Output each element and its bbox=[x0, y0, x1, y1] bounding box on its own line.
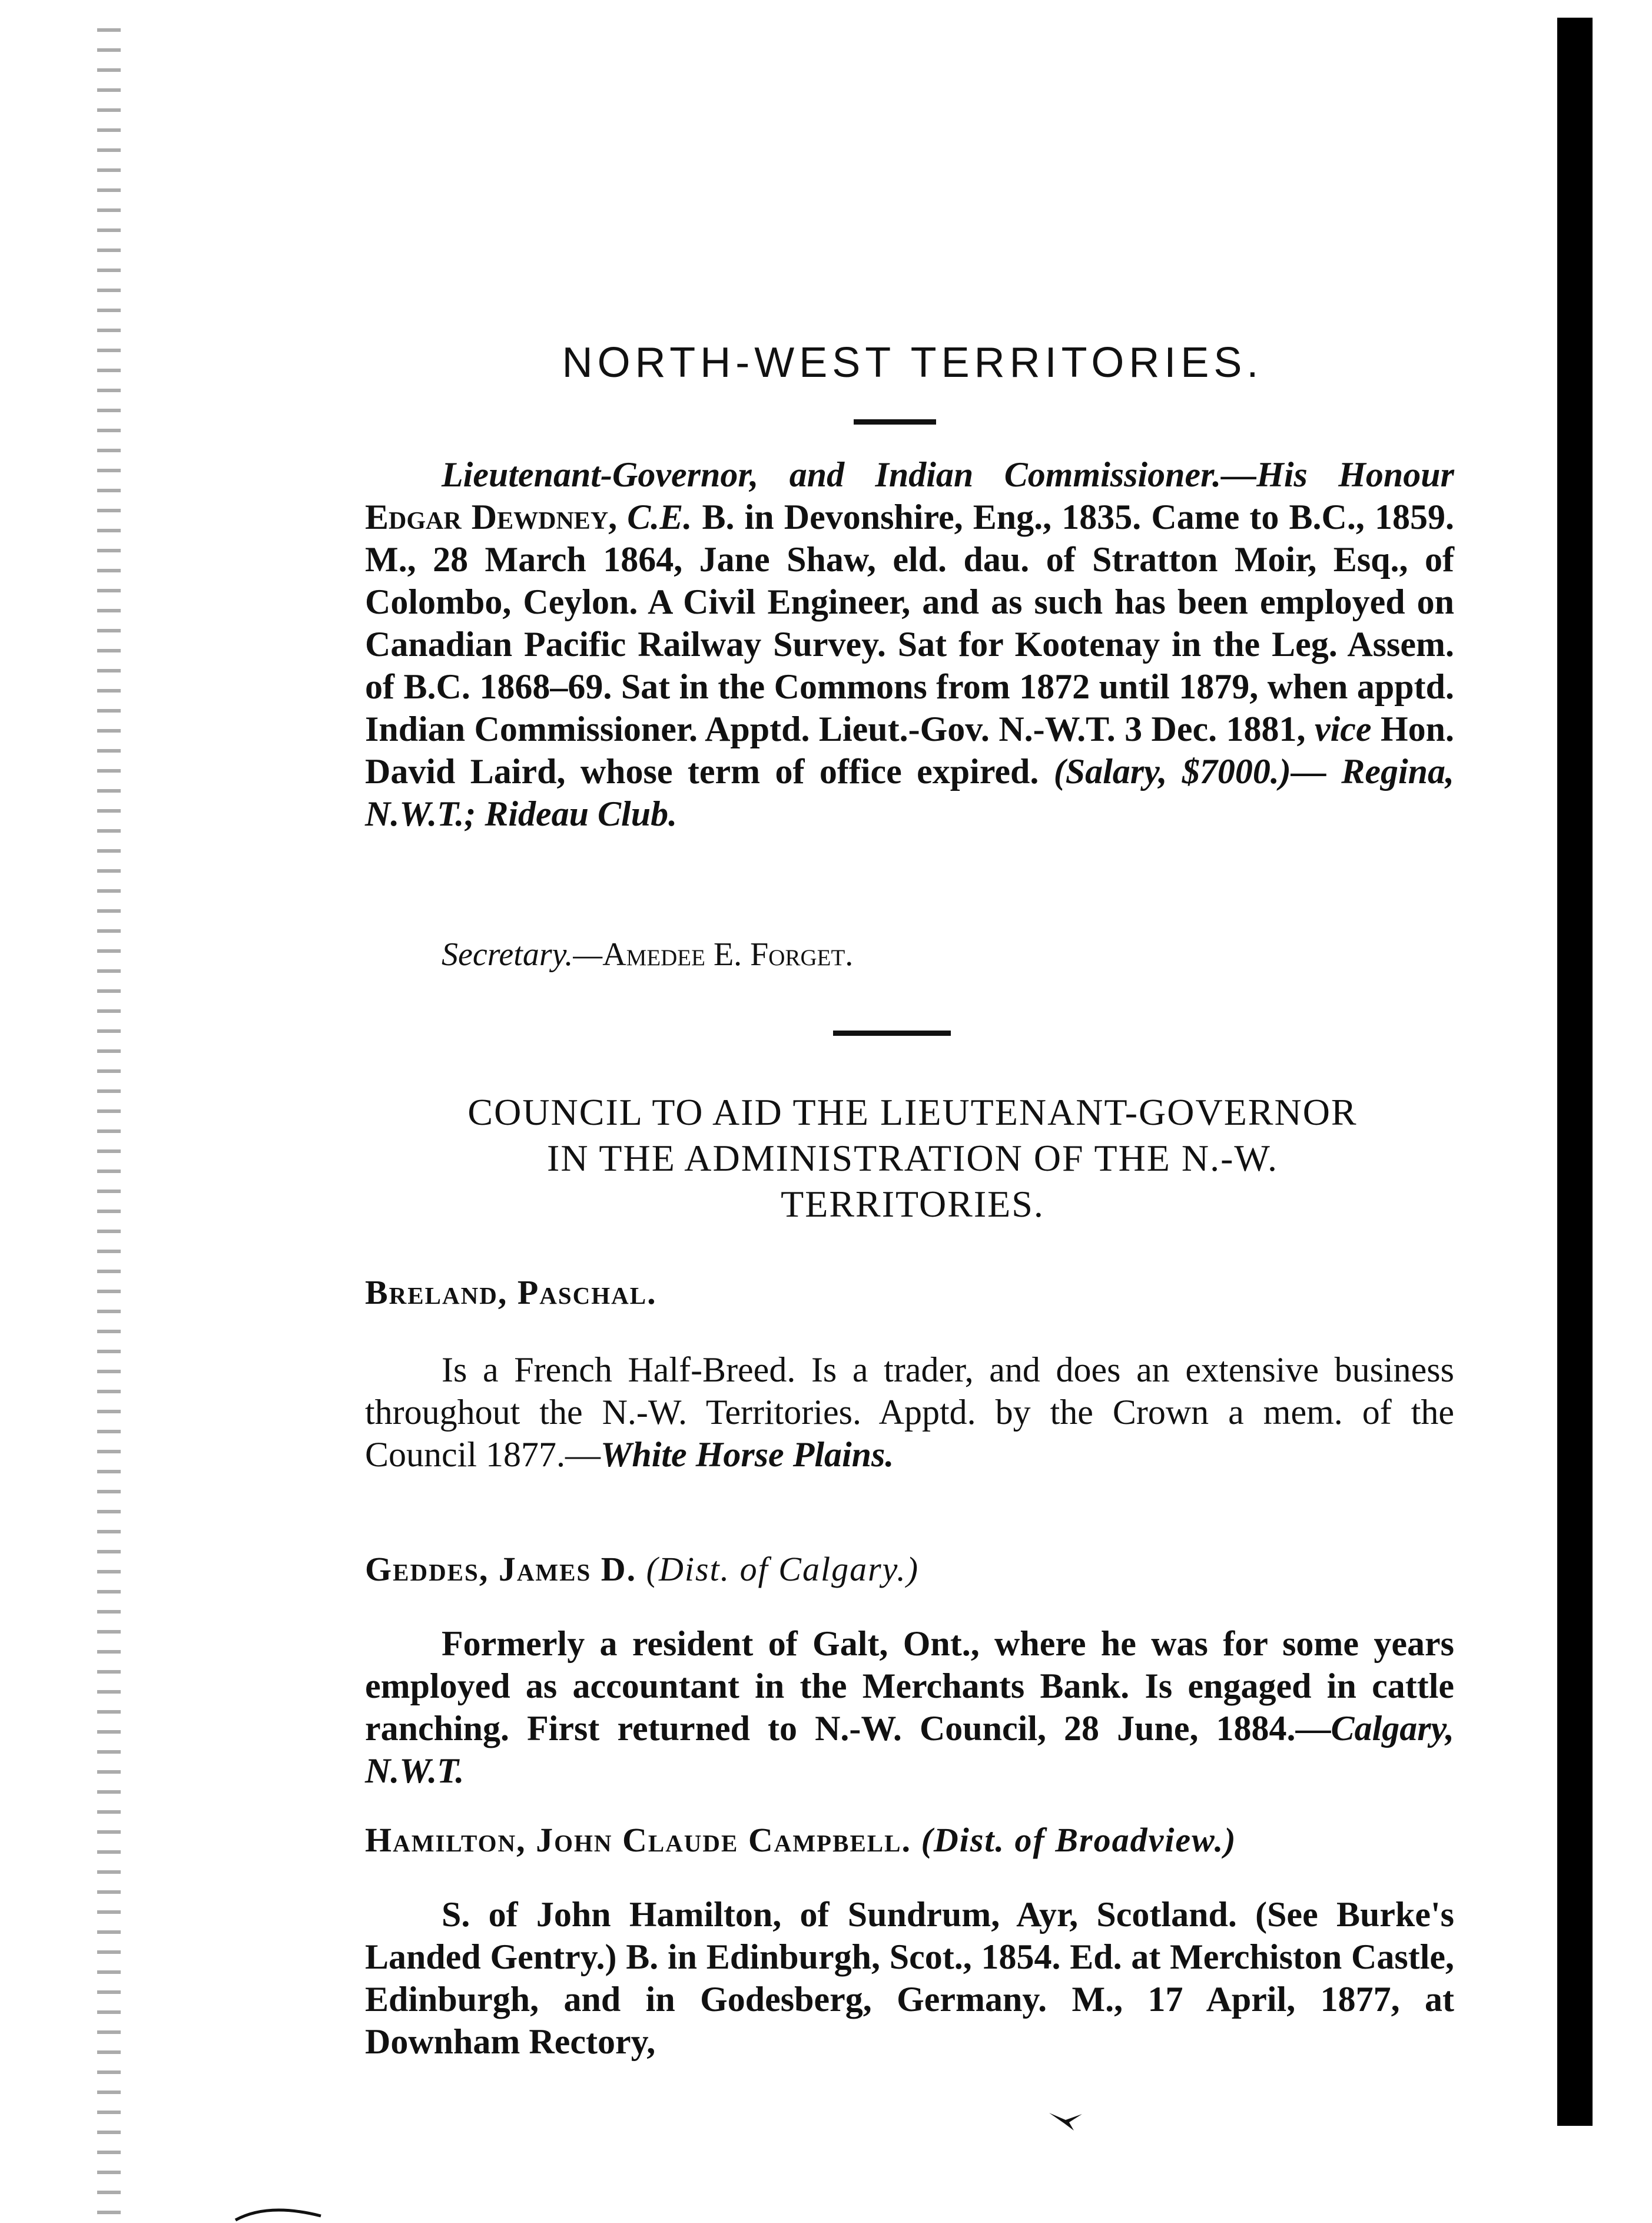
member-bio-block bbox=[365, 1893, 1454, 2063]
council-member bbox=[365, 1272, 1454, 1313]
lieutenant-governor-bio-2: Hon. David Laird, whose term of office expired. bbox=[365, 710, 1455, 791]
ink-blot-mark bbox=[1048, 2108, 1083, 2132]
member-address: White Horse Plains. bbox=[601, 1435, 894, 1474]
council-heading-line-1: COUNCIL TO AID THE LIEUTENANT-GOVERNOR bbox=[467, 1091, 1358, 1133]
council-heading-line-3: TERRITORIES. bbox=[781, 1183, 1044, 1225]
page-title: NORTH-WEST TERRITORIES. bbox=[562, 339, 1263, 386]
lieutenant-governor-address: Regina, N.W.T.; Rideau Club. bbox=[365, 752, 1454, 833]
member-bio-text: Is a French Half-Breed. Is a trader, and does an extensive business throughout the N.-W. Territories. Apptd. by the Crown a mem. of the Council 1877.— bbox=[365, 1350, 1454, 1474]
pen-stroke-mark bbox=[233, 2199, 327, 2223]
council-member bbox=[365, 1549, 1454, 1590]
member-name-line bbox=[365, 1549, 1454, 1590]
lieutenant-governor-title: C.E. bbox=[627, 498, 692, 536]
lieutenant-governor-label: Lieutenant-Governor, and Indian Commissioner.—His Honour bbox=[442, 455, 1454, 494]
member-bio bbox=[365, 1622, 1454, 1792]
secretary-entry bbox=[365, 933, 1454, 976]
member-bio-text: Formerly a resident of Galt, Ont., where he was for some years employed as accountant in the Merchants Bank. Is engaged in cattle ranching. First returned to N.-W. Council, 28 June, 1884.— bbox=[365, 1624, 1454, 1748]
member-name-line bbox=[365, 1820, 1454, 1861]
lieutenant-governor-name: Edgar Dewdney, bbox=[365, 498, 618, 536]
member-bio-block bbox=[365, 1622, 1454, 1792]
member-bio bbox=[365, 1893, 1454, 2063]
lieutenant-governor-vice: vice bbox=[1314, 710, 1372, 748]
member-bio-text: S. of John Hamilton, of Sundrum, Ayr, Scotland. (See Burke's Landed Gentry.) B. in Edinburgh, Scot., 1854. Ed. at Merchiston Castle, Edinburgh, and in Godesberg, Germany. M., 17 April, 1877, at Downham Rectory, bbox=[365, 1895, 1454, 2061]
member-name: Hamilton, John Claude Campbell. bbox=[365, 1821, 911, 1859]
section-rule bbox=[833, 1031, 951, 1036]
secretary-name: Amedee E. Forget. bbox=[602, 936, 854, 973]
member-district: (Dist. of Calgary.) bbox=[646, 1550, 920, 1588]
lieutenant-governor-entry bbox=[365, 453, 1454, 835]
title-rule bbox=[854, 419, 936, 425]
council-heading-line-2: IN THE ADMINISTRATION OF THE N.-W. bbox=[547, 1137, 1278, 1179]
member-district: (Dist. of Broadview.) bbox=[921, 1821, 1237, 1859]
secretary-line bbox=[365, 933, 1454, 976]
member-address: Calgary, N.W.T. bbox=[365, 1709, 1454, 1790]
council-heading bbox=[353, 1089, 1472, 1227]
lieutenant-governor-bio: B. in Devonshire, Eng., 1835. Came to B.C., 1859. M., 28 March 1864, Jane Shaw, eld. dau. of Stratton Moir, Esq., of Colombo, Ceylon. A Civil Engineer, and as such has been employed on Canadian Pacific Railway Survey. Sat for Kootenay in the Leg. Assem. of B.C. 1868–69. Sat in the Commons from 1872 until 1879, when apptd. Indian Commissioner. Apptd. Lieut.-Gov. N.-W.T. 3 Dec. 1881, bbox=[365, 498, 1455, 748]
member-bio-block bbox=[365, 1349, 1454, 1476]
secretary-label: Secretary.— bbox=[442, 936, 603, 973]
member-name: Breland, Paschal. bbox=[365, 1273, 657, 1311]
scan-binding-shadow bbox=[1557, 18, 1593, 2126]
lieutenant-governor-salary: (Salary, $7000.)— bbox=[1053, 752, 1326, 791]
council-member bbox=[365, 1820, 1454, 1861]
lieutenant-governor-paragraph bbox=[365, 453, 1454, 835]
scan-edge-speckle bbox=[97, 12, 121, 2214]
member-name: Geddes, James D. bbox=[365, 1550, 637, 1588]
member-bio bbox=[365, 1349, 1454, 1476]
